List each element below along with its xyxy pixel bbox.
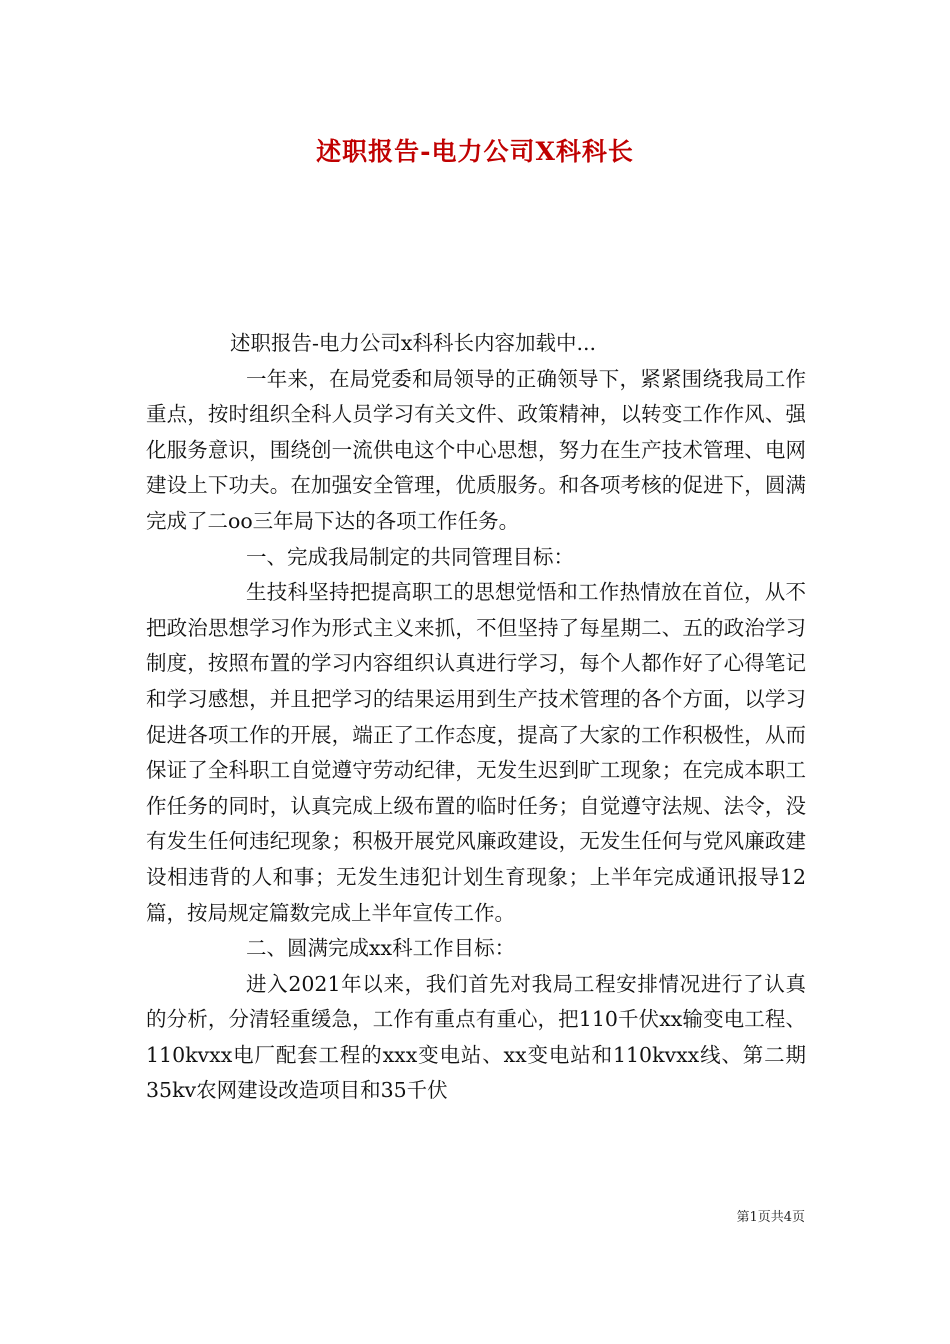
paragraph-section-1: 生技科坚持把提高职工的思想觉悟和工作热情放在首位，从不把政治思想学习作为形式主义来抓，不但坚持了每星期二、五的政治学习制度，按照布置的学习内容组织认真进行学习，每个人都作好了心得笔记和学习感想，并且把学习的结果运用到生产技术管理的各个方面，以学习促进各项工作的开展，端正了工作态度，提高了大家的工作积极性，从而保证了全科职工自觉遵守劳动纪律，无发生迟到旷工现象；在完成本职工作任务的同时，认真完成上级布置的临时任务；自觉遵守法规、法令，没有发生任何违纪现象；积极开展党风廉政建设，无发生任何与党风廉政建设相违背的人和事；无发生违犯计划生育现象；上半年完成通讯报导12篇，按局规定篇数完成上半年宣传工作。 xyxy=(146,580,806,925)
page-footer: 第1页共4页 xyxy=(736,1210,805,1225)
paragraph-intro: 一年来，在局党委和局领导的正确领导下，紧紧围绕我局工作重点，按时组织全科人员学习有关文件、政策精神，以转变工作作风、强化服务意识，围绕创一流供电这个中心思想，努力在生产技术管理、电网建设上下功夫。在加强安全管理，优质服务。和各项考核的促进下，圆满完成了二oo三年局下达的各项工作任务。 xyxy=(146,366,806,533)
paragraph-section-2: 进入2021年以来，我们首先对我局工程安排情况进行了认真的分析，分清轻重缓急，工作有重点有重心，把110千伏xx输变电工程、110kvxx电厂配套工程的xxx变电站、xx变电站和110kvxx线、第二期35kv农网建设改造项目和35千伏 xyxy=(146,971,806,1103)
document-body xyxy=(146,326,806,1109)
loading-line: 述职报告-电力公司x科科长内容加载中... xyxy=(230,331,597,355)
document-title: 述职报告-电力公司X科科长 xyxy=(316,137,634,166)
section-heading-2: 二、圆满完成xx科工作目标： xyxy=(246,936,516,961)
section-heading-1: 一、完成我局制定的共同管理目标： xyxy=(246,544,574,569)
